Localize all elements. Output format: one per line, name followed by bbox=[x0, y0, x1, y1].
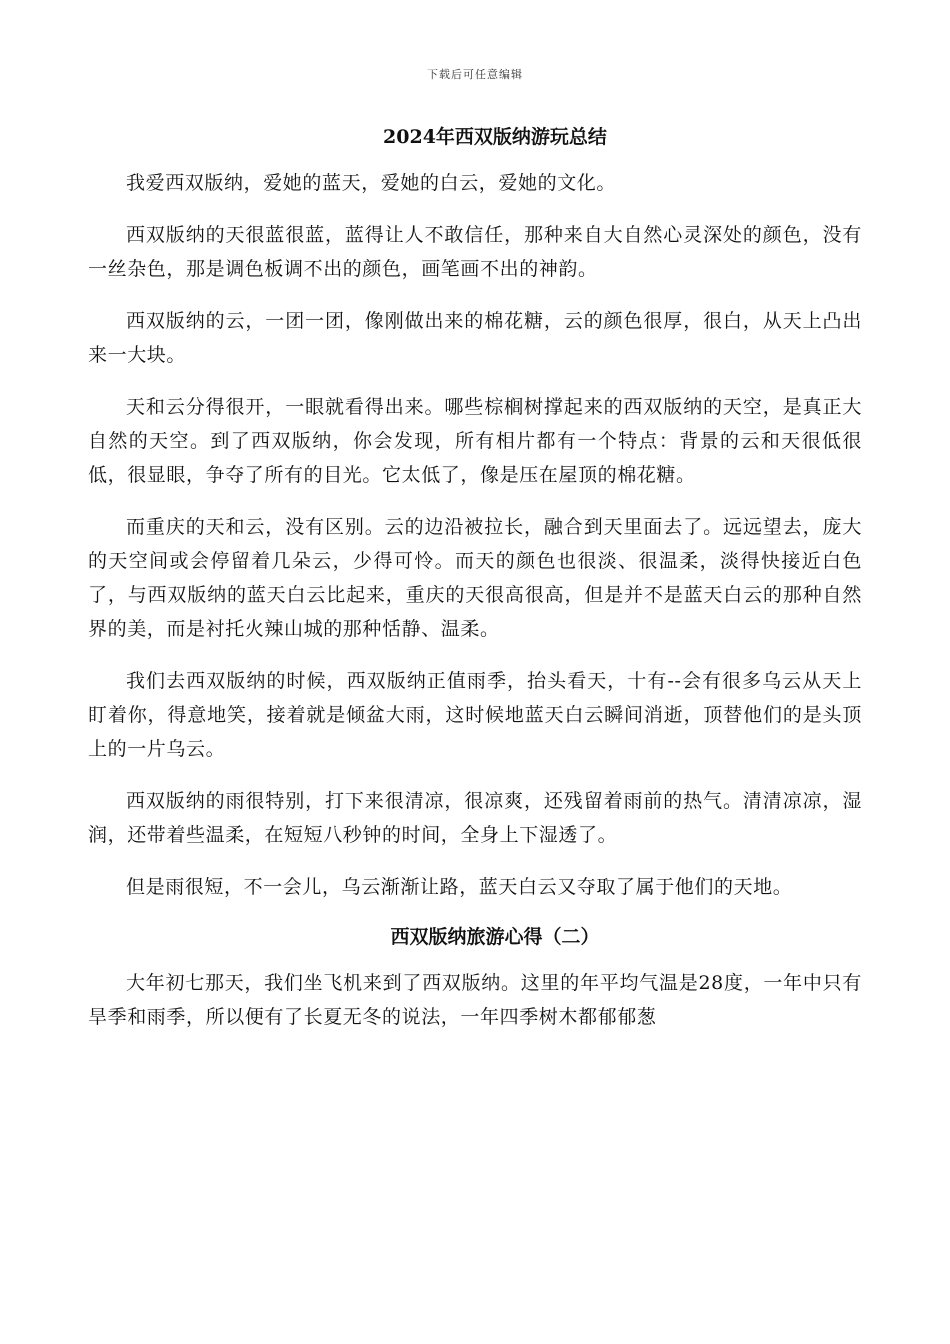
paragraph: 西双版纳的云，一团一团，像刚做出来的棉花糖，云的颜色很厚，很白，从天上凸出来一大块。 bbox=[88, 310, 862, 366]
paragraph: 天和云分得很开，一眼就看得出来。哪些棕榈树撑起来的西双版纳的天空，是真正大自然的天空。到了西双版纳，你会发现，所有相片都有一个特点：背景的云和天很低很低，很显眼，争夺了所有的目光。它太低了，像是压在屋顶的棉花糖。 bbox=[88, 396, 862, 486]
paragraph: 而重庆的天和云，没有区别。云的边沿被拉长，融合到天里面去了。远远望去，庞大的天空间或会停留着几朵云，少得可怜。而天的颜色也很淡、很温柔，淡得快接近白色了，与西双版纳的蓝天白云比起来，重庆的天很高很高，但是并不是蓝天白云的那种自然界的美，而是衬托火辣山城的那种恬静、温柔。 bbox=[88, 516, 862, 640]
paragraph: 西双版纳的天很蓝很蓝，蓝得让人不敢信任，那种来自大自然心灵深处的颜色，没有一丝杂色，那是调色板调不出的颜色，画笔画不出的神韵。 bbox=[88, 224, 862, 280]
header-note: 下载后可任意编辑 bbox=[427, 68, 523, 81]
paragraph: 但是雨很短，不一会儿，乌云渐渐让路，蓝天白云又夺取了属于他们的天地。 bbox=[126, 876, 793, 898]
paragraph: 我们去西双版纳的时候，西双版纳正值雨季，抬头看天，十有--会有很多乌云从天上盯着你，得意地笑，接着就是倾盆大雨，这时候地蓝天白云瞬间消逝，顶替他们的是头顶上的一片乌云。 bbox=[88, 670, 862, 760]
document-body bbox=[88, 122, 862, 1052]
paragraph: 我爱西双版纳，爱她的蓝天，爱她的白云，爱她的文化。 bbox=[126, 172, 617, 194]
paragraph: 西双版纳的雨很特别，打下来很清凉，很凉爽，还残留着雨前的热气。清清凉凉，湿润，还带着些温柔，在短短八秒钟的时间，全身上下湿透了。 bbox=[88, 790, 862, 846]
paragraph: 大年初七那天，我们坐飞机来到了西双版纳。这里的年平均气温是28度，一年中只有旱季和雨季，所以便有了长夏无冬的说法，一年四季树木都郁郁葱 bbox=[88, 972, 862, 1028]
section-title: 西双版纳旅游心得（二） bbox=[390, 926, 600, 948]
document-title: 2024年西双版纳游玩总结 bbox=[383, 126, 607, 148]
